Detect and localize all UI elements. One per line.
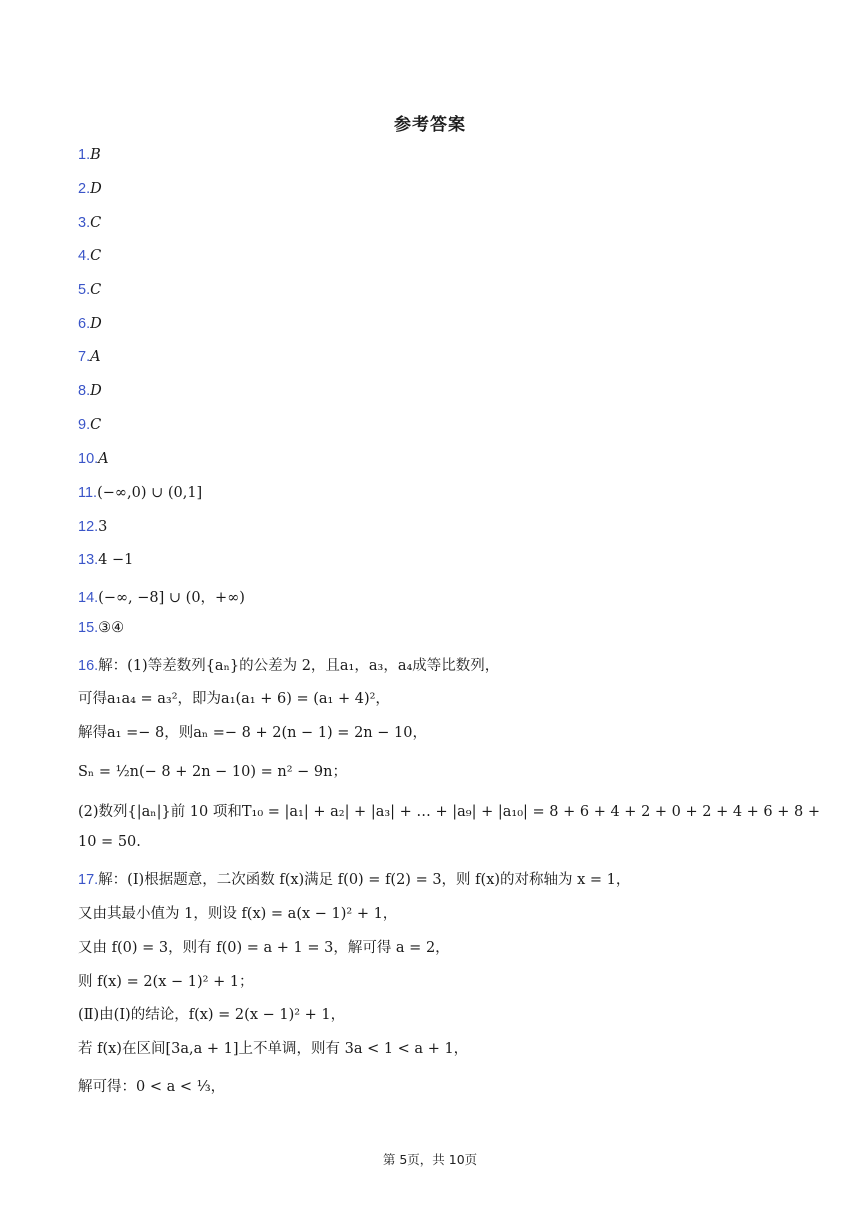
answer-text: C [90,282,102,298]
answer-text: (−∞, −8] ∪ (0，+∞) [98,590,245,606]
answer-number: 10. [78,451,99,467]
answer-number: 3. [78,215,91,231]
solution-16-line: 10 = 50. [78,834,141,850]
answer-line [78,282,101,298]
answer-line [78,417,101,433]
answer-line [78,349,101,365]
answer-number: 14. [78,590,99,606]
solution-16-line: 可得a₁a₄ = a₃²，即为a₁(a₁ + 6) = (a₁ + 4)²， [78,691,390,707]
solution-16-line: 解得a₁ =− 8，则aₙ =− 8 + 2(n − 1) = 2n − 10， [78,725,427,741]
answer-line [78,451,109,467]
solution-text: 解：(1)等差数列{aₙ}的公差为 2，且a₁，a₃，a₄成等比数列， [98,658,500,674]
solution-17-line: 又由其最小值为 1，则设 f(x) = a(x − 1)² + 1， [78,906,398,922]
answer-text: D [90,383,102,399]
answer-line [78,181,102,197]
answer-text: (−∞,0) ∪ (0,1] [97,485,203,501]
solution-16-line [78,654,499,675]
answer-text: D [90,181,102,197]
answer-line [78,485,202,501]
answer-number: 11. [78,485,98,501]
answer-number: 2. [78,181,91,197]
page-footer: 第 5页，共 10页 [382,1152,478,1167]
solution-16-line: (2)数列{|aₙ|}前 10 项和T₁₀ = |a₁| + a₂| + |a₃| + … + |a₉| + |a₁₀| = 8 + 6 + 4 + 2 + 0 + 2 + 4 + 6 + 8 + [78,804,821,820]
solution-number: 17. [78,872,99,888]
solution-17-line: 则 f(x) = 2(x − 1)² + 1； [78,974,254,990]
answer-number: 13. [78,552,99,568]
solution-17-line: (Ⅱ)由(Ⅰ)的结论，f(x) = 2(x − 1)² + 1， [78,1007,346,1023]
solution-17-line: 解可得：0 < a < ⅓， [78,1079,226,1095]
answer-text: 4 −1 [98,552,134,568]
answer-text: B [90,147,101,163]
answer-number: 8. [78,383,91,399]
answer-number: 15. [78,620,99,636]
answer-text: C [90,215,102,231]
answer-text: A [90,349,101,365]
answer-line [78,215,101,231]
answer-number: 9. [78,417,91,433]
solution-17-line: 又由 f(0) = 3，则有 f(0) = a + 1 = 3，解可得 a = 2， [78,940,450,956]
answer-line [78,620,124,636]
answer-text: A [98,451,109,467]
answer-line [78,147,101,163]
answer-line [78,552,133,568]
answer-line [78,586,245,607]
solution-16-line: Sₙ = ½n(− 8 + 2n − 10) = n² − 9n； [78,764,347,780]
solution-number: 16. [78,658,99,674]
answer-line [78,383,102,399]
answer-line [78,248,101,264]
answer-text: 3 [98,519,108,535]
answer-number: 12. [78,519,99,535]
answer-text: ③④ [98,620,125,636]
solution-17-line: 若 f(x)在区间[3a,a + 1]上不单调，则有 3a < 1 < a + 1， [78,1041,469,1057]
answer-text: D [90,316,102,332]
answer-text: C [90,248,102,264]
solution-17-line [78,868,630,889]
answer-line [78,316,102,332]
answer-number: 4. [78,248,91,264]
solution-text: 解：(Ⅰ)根据题意，二次函数 f(x)满足 f(0) = f(2) = 3，则 f(x)的对称轴为 x = 1， [98,872,631,888]
answer-line [78,519,107,535]
answer-text: C [90,417,102,433]
page-title: 参考答案 [394,115,466,135]
answer-number: 5. [78,282,91,298]
answer-number: 1. [78,147,91,163]
answer-number: 6. [78,316,91,332]
answer-number: 7. [78,349,91,365]
